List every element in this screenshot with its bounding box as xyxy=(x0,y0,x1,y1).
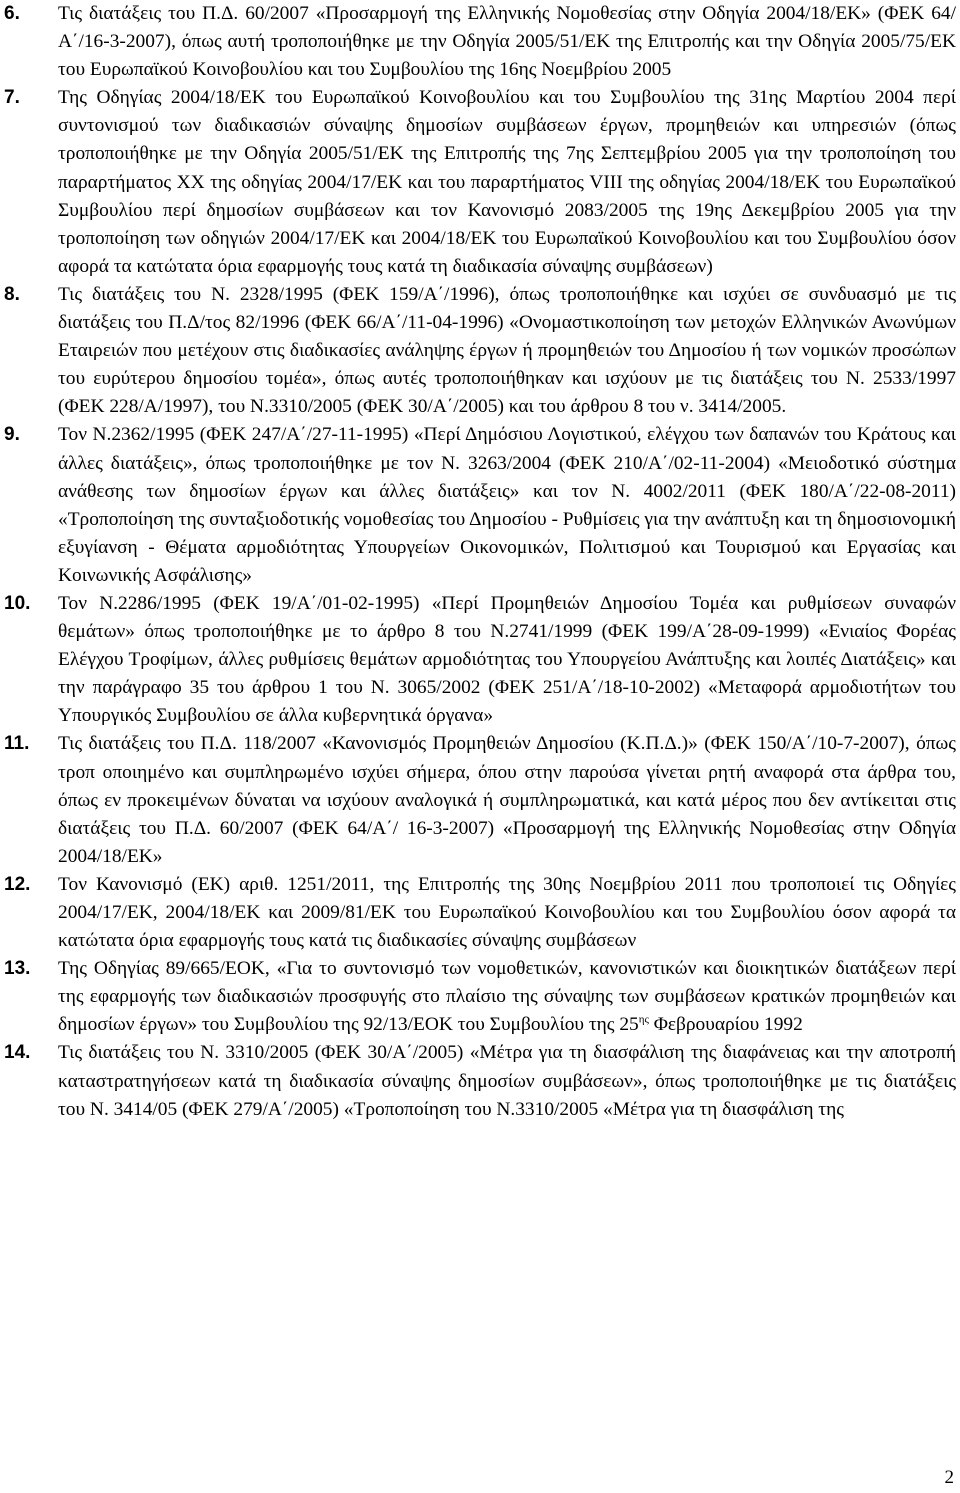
list-item xyxy=(0,421,960,590)
item-number: 9. xyxy=(4,424,20,446)
item-number: 13. xyxy=(4,958,31,980)
item-text: Τον Ν.2286/1995 (ΦΕΚ 19/Α΄/01-02-1995) «Περί Προμηθειών Δημοσίου Τομέα και ρυθμίσεων συναφών θεμάτων» όπως τροποποιήθηκε με το άρθρο 8 του Ν.2741/1999 (ΦΕΚ 199/Α΄28-09-1999) «Ενιαίος Φορέας Ελέγχου Τροφίμων, άλλες ρυθμίσεις θεμάτων αρμοδιότητας του Υπουργείου Ανάπτυξης και λοιπές Διατάξεις» και την παράγραφο 35 του άρθρου 1 του Ν. 3065/2002 (ΦΕΚ 251/Α΄/18-10-2002) «Μεταφορά αρμοδιοτήτων του Υπουργικός Συμβουλίου σε άλλα κυβερνητικά όργανα» xyxy=(58,592,956,727)
item-number: 11. xyxy=(4,733,30,755)
item-number: 14. xyxy=(4,1042,31,1064)
item-text: Τις διατάξεις του Ν. 3310/2005 (ΦΕΚ 30/Α΄/2005) «Μέτρα για τη διασφάλιση της διαφάνειας και την αποτροπή καταστρατηγήσεων κατά τη διαδικασία σύναψης δημοσίων συμβάσεων», όπως τροποποιήθηκε με τις διατάξεις του Ν. 3414/05 (ΦΕΚ 279/Α΄/2005) «Τροποποίηση του Ν.3310/2005 «Μέτρα για τη διασφάλιση της xyxy=(58,1042,956,1120)
list-item xyxy=(0,1039,960,1123)
item-number: 12. xyxy=(4,873,31,895)
list-item xyxy=(0,590,960,730)
list-item xyxy=(0,730,960,870)
item-number: 10. xyxy=(4,592,31,614)
item-text: Της Οδηγίας 2004/18/ΕΚ του Ευρωπαϊκού Κοινοβουλίου και του Συμβουλίου της 31ης Μαρτίου 2004 περί συντονισμού των διαδικασιών σύναψης δημοσίων συμβάσεων έργων, προμηθειών και υπηρεσιών (όπως τροποποιήθηκε με την Οδηγία 2005/51/ΕΚ της Επιτροπής της 7ης Σεπτεμβρίου 2005 για την τροποποίηση του παραρτήματος ΧΧ της οδηγίας 2004/17/ΕΚ και του παραρτήματος VIII της οδηγίας 2004/18/ΕΚ του Ευρωπαϊκού Συμβουλίου περί δημοσίων συμβάσεων και τον Κανονισμό 2083/2005 της 19ης Δεκεμβρίου 2005 για την τροποποίηση των οδηγιών 2004/17/ΕΚ και 2004/18/ΕΚ του Ευρωπαϊκού Κοινοβουλίου και του Συμβουλίου όσον αφορά τα κατώτατα όρια εφαρμογής τους κατά τη διαδικασία σύναψης συμβάσεων) xyxy=(58,87,956,277)
item-number: 8. xyxy=(4,283,20,305)
item-number: 7. xyxy=(4,87,20,109)
list-item xyxy=(0,84,960,281)
item-text: Τον Ν.2362/1995 (ΦΕΚ 247/Α΄/27-11-1995) «Περί Δημόσιου Λογιστικού, ελέγχου των δαπανών του Κράτους και άλλες διατάξεις», όπως τροποποιήθηκε με τον Ν. 3263/2004 (ΦΕΚ 210/Α΄/02-11-2004) «Μειοδοτικό σύστημα ανάθεσης των δημοσίων έργων και άλλες διατάξεις» και τον Ν. 4002/2011 (ΦΕΚ 180/Α΄/22-08-2011) «Τροποποίηση της συνταξιοδοτικής νομοθεσίας του Δημοσίου - Ρυθμίσεις για την ανάπτυξη και τη δημοσιονομική εξυγίανση - Θέματα αρμοδιότητας Υπουργείων Οικονομικών, Πολιτισμού και Τουρισμού και Εργασίας και Κοινωνικής Ασφάλισης» xyxy=(58,424,956,586)
item-text: Τις διατάξεις του Ν. 2328/1995 (ΦΕΚ 159/Α΄/1996), όπως τροποποιήθηκε και ισχύει σε συνδυασμό με τις διατάξεις του Π.Δ/τος 82/1996 (ΦΕΚ 66/Α΄/11-04-1996) «Ονομαστικοποίηση των μετοχών Ελληνικών Ανωνύμων Εταιρειών που μετέχουν στις διαδικασίες ανάληψης έργων ή προμηθειών του Δημοσίου ή των νομικών προσώπων του ευρύτερου δημοσίου τομέα», όπως αυτές τροποποιήθηκαν και ισχύουν με τις διατάξεις του Ν. 2533/1997 (ΦΕΚ 228/Α/1997), του Ν.3310/2005 (ΦΕΚ 30/Α΄/2005) και του άρθρου 8 του ν. 3414/2005. xyxy=(58,283,956,418)
page-number: 2 xyxy=(944,1467,954,1488)
item-text xyxy=(58,955,956,1039)
item-number: 6. xyxy=(4,3,20,24)
list-item xyxy=(0,955,960,1039)
item-text: Τις διατάξεις του Π.Δ. 60/2007 «Προσαρμογή της Ελληνικής Νομοθεσίας στην Οδηγία 2004/18/ΕΚ» (ΦΕΚ 64/Α΄/16-3-2007), όπως αυτή τροποποιήθηκε με την Οδηγία 2005/51/ΕΚ της Επιτροπής και την Οδηγία 2005/75/ΕΚ του Ευρωπαϊκού Κοινοβουλίου και του Συμβουλίου της 16ης Νοεμβρίου 2005 xyxy=(58,3,956,81)
item-text: Τις διατάξεις του Π.Δ. 118/2007 «Κανονισμός Προμηθειών Δημοσίου (Κ.Π.Δ.)» (ΦΕΚ 150/Α΄/10-7-2007), όπως τροπ οποιημένο και συμπληρωμένο ισχύει σήμερα, όπου στην παρούσα γίνεται ρητή αναφορά στα άρθρα του, όπως εν προκειμένων δύναται να ισχύουν αναλογικά ή συμπληρωματικά, και κατά μέρος που δεν αντίκειται στις διατάξεις του Π.Δ. 60/2007 (ΦΕΚ 64/Α΄/ 16-3-2007) «Προσαρμογή της Ελληνικής Νομοθεσίας στην Οδηγία 2004/18/ΕΚ» xyxy=(58,733,956,867)
list-item xyxy=(0,0,960,84)
list-item xyxy=(0,281,960,421)
item-text-main: Της Οδηγίας 89/665/ΕΟΚ, «Για το συντονισμό των νομοθετικών, κανονιστικών και διοικητικών διατάξεων περί της εφαρμογής των διαδικασιών προσφυγής στο πλαίσιο της σύναψης των συμβάσεων κρατικών προμηθειών και δημοσίων έργων» του Συμβουλίου της 92/13/ΕΟΚ του Συμβουλίου της 25 xyxy=(58,958,956,1036)
list-item xyxy=(0,871,960,955)
item-text: Τον Κανονισμό (ΕΚ) αριθ. 1251/2011, της Επιτροπής της 30ης Νοεμβρίου 2011 που τροποποιεί τις Οδηγίες 2004/17/ΕΚ, 2004/18/ΕΚ και 2009/81/ΕΚ του Ευρωπαϊκού Κοινοβουλίου και του Συμβουλίου όσον αφορά τα κατώτατα όρια εφαρμογής τους κατά τις διαδικασίες σύναψης συμβάσεων xyxy=(58,873,956,952)
ordinal-superscript: ης xyxy=(638,1013,649,1026)
item-text-end: Φεβρουαρίου 1992 xyxy=(648,1014,803,1036)
